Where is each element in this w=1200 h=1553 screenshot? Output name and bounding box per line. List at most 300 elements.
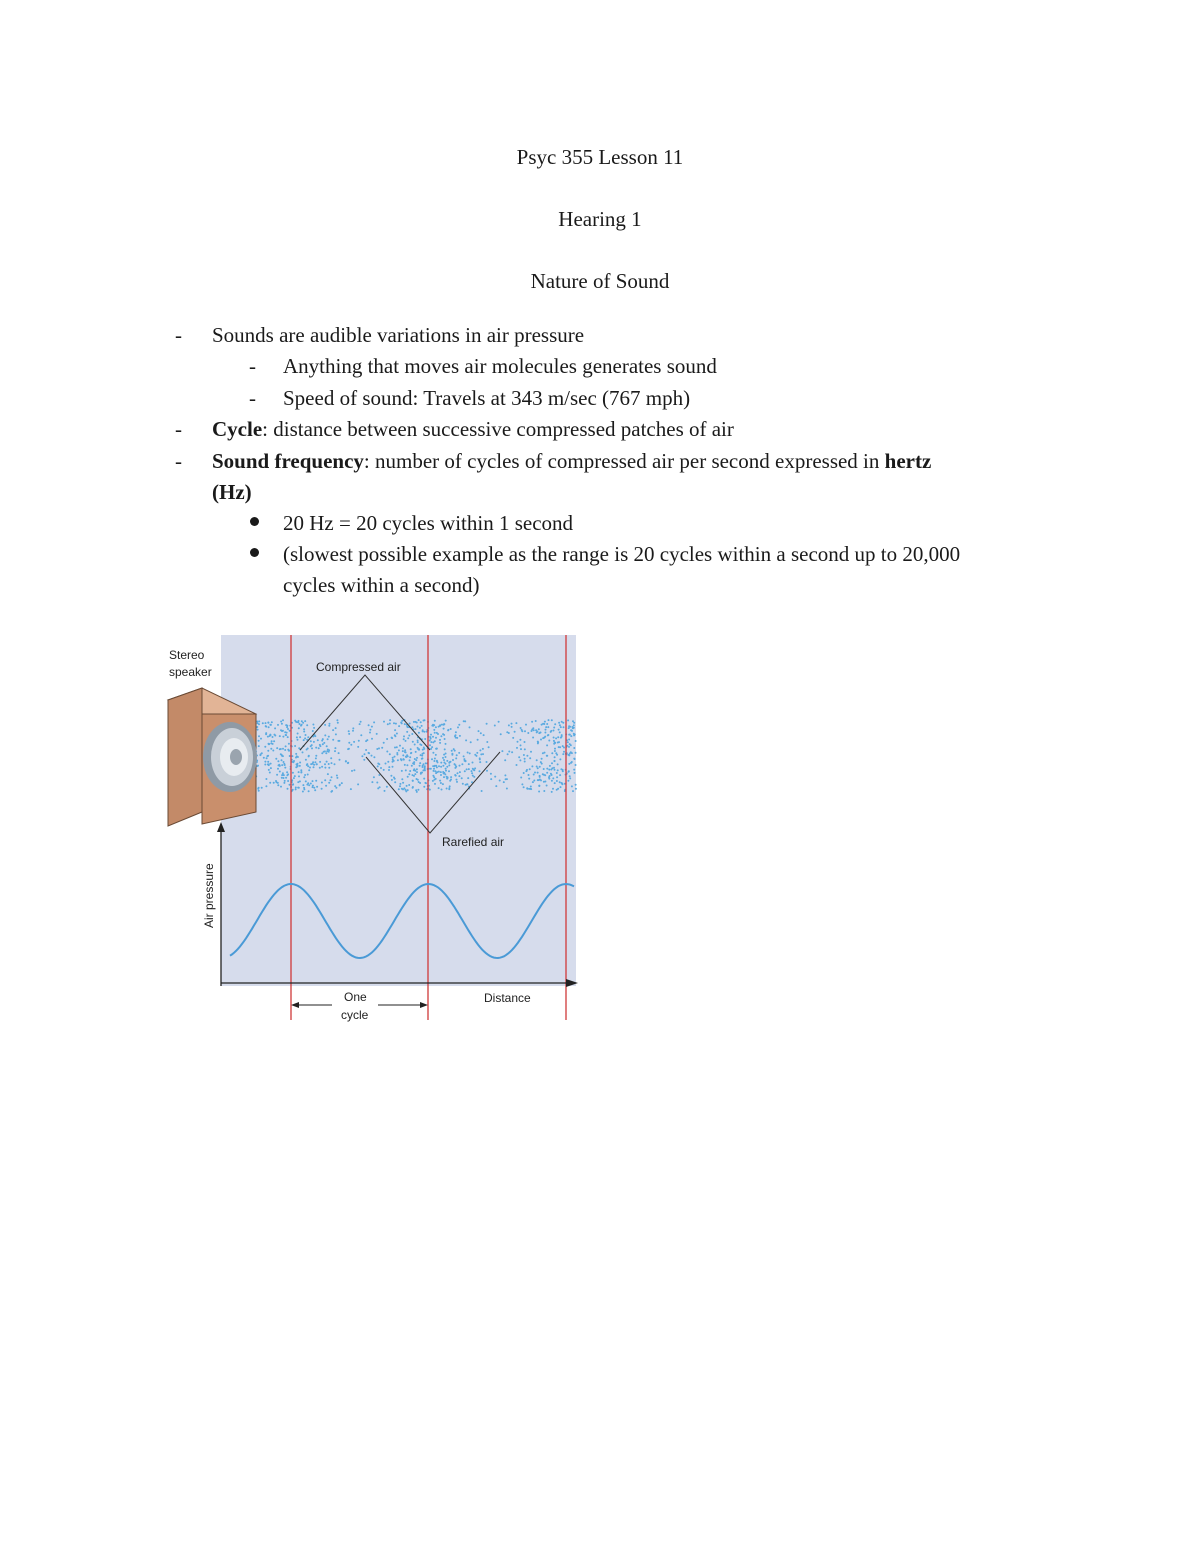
air-particle: [300, 771, 302, 773]
air-particle: [465, 739, 467, 741]
air-particle: [434, 720, 436, 722]
air-particle: [285, 777, 287, 779]
air-particle: [550, 769, 552, 771]
air-particle: [276, 747, 278, 749]
air-particle: [556, 780, 558, 782]
air-particle: [446, 766, 448, 768]
air-particle: [421, 757, 423, 759]
air-particle: [528, 788, 530, 790]
document-title: Psyc 355 Lesson 11: [516, 145, 684, 169]
air-particle: [445, 756, 447, 758]
air-particle: [297, 765, 299, 767]
air-particle: [307, 748, 309, 750]
air-particle: [395, 723, 397, 725]
air-particle: [465, 760, 467, 762]
air-particle: [554, 748, 556, 750]
air-particle: [433, 768, 435, 770]
air-particle: [419, 765, 421, 767]
air-particle: [406, 726, 408, 728]
air-particle: [552, 777, 554, 779]
air-particle: [450, 728, 452, 730]
air-particle: [570, 735, 572, 737]
air-particle: [440, 735, 442, 737]
air-particle: [415, 789, 417, 791]
air-particle: [352, 730, 354, 732]
air-particle: [429, 740, 431, 742]
air-particle: [438, 765, 440, 767]
air-particle: [307, 774, 309, 776]
air-particle: [542, 737, 544, 739]
air-particle: [540, 779, 542, 781]
air-particle: [416, 768, 418, 770]
air-particle: [299, 723, 301, 725]
air-particle: [294, 775, 296, 777]
air-particle: [387, 723, 389, 725]
air-particle: [289, 784, 291, 786]
air-particle: [432, 775, 434, 777]
air-particle: [357, 746, 359, 748]
air-particle: [569, 726, 571, 728]
air-particle: [385, 763, 387, 765]
air-particle: [365, 749, 367, 751]
air-particle: [573, 724, 575, 726]
air-particle: [281, 759, 283, 761]
air-particle: [421, 725, 423, 727]
one-cycle-left-arrowhead-icon: [291, 1002, 299, 1008]
air-particle: [286, 774, 288, 776]
air-particle: [393, 722, 395, 724]
air-particle: [554, 769, 556, 771]
air-particle: [299, 780, 301, 782]
air-particle: [335, 727, 337, 729]
air-particle: [541, 758, 543, 760]
air-particle: [557, 742, 559, 744]
air-particle: [265, 726, 267, 728]
air-particle: [541, 763, 543, 765]
air-particle: [288, 743, 290, 745]
air-particle: [257, 729, 259, 731]
air-particle: [445, 763, 447, 765]
air-particle: [324, 767, 326, 769]
air-particle: [282, 736, 284, 738]
air-particle: [403, 759, 405, 761]
air-particle: [324, 734, 326, 736]
air-particle: [283, 777, 285, 779]
one-cycle-label: One: [344, 990, 367, 1004]
air-particle: [442, 757, 444, 759]
air-particle: [459, 735, 461, 737]
air-particle: [451, 750, 453, 752]
air-particle: [280, 721, 282, 723]
air-particle: [515, 722, 517, 724]
list-dash: -: [249, 354, 256, 378]
air-particle: [573, 758, 575, 760]
air-particle: [546, 768, 548, 770]
air-particle: [543, 768, 545, 770]
air-particle: [391, 779, 393, 781]
air-particle: [416, 757, 418, 759]
air-particle: [555, 752, 557, 754]
air-particle: [312, 780, 314, 782]
air-particle: [274, 727, 276, 729]
air-particle: [553, 743, 555, 745]
air-particle: [338, 752, 340, 754]
air-particle: [430, 741, 432, 743]
air-particle: [521, 729, 523, 731]
air-particle: [520, 727, 522, 729]
air-particle: [435, 772, 437, 774]
air-particle: [313, 764, 315, 766]
air-particle: [468, 763, 470, 765]
air-particle: [554, 782, 556, 784]
air-particle: [544, 781, 546, 783]
air-particle: [336, 775, 338, 777]
air-particle: [425, 762, 427, 764]
air-particle: [411, 765, 413, 767]
air-particle: [295, 766, 297, 768]
air-particle: [350, 744, 352, 746]
air-particle: [376, 782, 378, 784]
list-dash: -: [175, 449, 182, 473]
air-particle: [416, 791, 418, 793]
air-particle: [443, 759, 445, 761]
y-axis-label: Air pressure: [202, 863, 216, 928]
air-particle: [404, 749, 406, 751]
air-particle: [317, 739, 319, 741]
air-particle: [439, 742, 441, 744]
air-particle: [523, 786, 525, 788]
air-particle: [533, 729, 535, 731]
bullet-icon: [250, 548, 259, 557]
air-particle: [402, 782, 404, 784]
air-particle: [458, 752, 460, 754]
air-particle: [559, 781, 561, 783]
one-cycle-label: cycle: [341, 1008, 369, 1022]
air-particle: [403, 738, 405, 740]
air-particle: [328, 736, 330, 738]
air-particle: [297, 733, 299, 735]
air-particle: [479, 757, 481, 759]
air-particle: [394, 756, 396, 758]
air-particle: [456, 737, 458, 739]
air-particle: [400, 722, 402, 724]
air-particle: [332, 729, 334, 731]
air-particle: [285, 734, 287, 736]
air-particle: [561, 783, 563, 785]
air-particle: [268, 763, 270, 765]
air-particle: [548, 769, 550, 771]
air-particle: [562, 722, 564, 724]
air-particle: [307, 765, 309, 767]
air-particle: [417, 726, 419, 728]
air-particle: [405, 740, 407, 742]
air-particle: [551, 762, 553, 764]
air-particle: [439, 724, 441, 726]
air-particle: [295, 753, 297, 755]
air-particle: [557, 763, 559, 765]
air-particle: [258, 787, 260, 789]
air-particle: [445, 743, 447, 745]
air-particle: [259, 754, 261, 756]
air-particle: [424, 765, 426, 767]
air-particle: [334, 747, 336, 749]
air-particle: [335, 733, 337, 735]
air-particle: [536, 731, 538, 733]
air-particle: [401, 770, 403, 772]
air-particle: [571, 726, 573, 728]
air-particle: [412, 774, 414, 776]
air-particle: [371, 738, 373, 740]
air-particle: [373, 776, 375, 778]
air-particle: [438, 771, 440, 773]
air-particle: [405, 751, 407, 753]
air-particle: [546, 785, 548, 787]
air-particle: [321, 766, 323, 768]
air-particle: [328, 782, 330, 784]
air-particle: [446, 760, 448, 762]
air-particle: [292, 761, 294, 763]
air-particle: [434, 770, 436, 772]
air-particle: [295, 787, 297, 789]
air-particle: [430, 748, 432, 750]
air-particle: [358, 740, 360, 742]
air-particle: [410, 748, 412, 750]
air-particle: [463, 758, 465, 760]
air-particle: [526, 755, 528, 757]
air-particle: [435, 737, 437, 739]
air-particle: [562, 753, 564, 755]
air-particle: [481, 790, 483, 792]
air-particle: [331, 762, 333, 764]
air-particle: [260, 738, 262, 740]
air-particle: [572, 720, 574, 722]
air-particle: [277, 760, 279, 762]
air-particle: [556, 772, 558, 774]
air-particle: [538, 791, 540, 793]
air-particle: [553, 730, 555, 732]
air-particle: [420, 721, 422, 723]
air-particle: [313, 741, 315, 743]
air-particle: [321, 782, 323, 784]
air-particle: [420, 772, 422, 774]
air-particle: [430, 768, 432, 770]
air-particle: [416, 771, 418, 773]
air-particle: [413, 763, 415, 765]
air-particle: [415, 759, 417, 761]
air-particle: [280, 729, 282, 731]
air-particle: [559, 724, 561, 726]
air-particle: [558, 729, 560, 731]
air-particle: [268, 743, 270, 745]
air-particle: [270, 763, 272, 765]
air-particle: [532, 781, 534, 783]
air-particle: [359, 723, 361, 725]
air-particle: [575, 752, 577, 754]
air-particle: [325, 752, 327, 754]
air-particle: [448, 770, 450, 772]
air-particle: [270, 767, 272, 769]
air-particle: [282, 730, 284, 732]
air-particle: [348, 742, 350, 744]
air-particle: [272, 750, 274, 752]
air-particle: [302, 751, 304, 753]
document-topic: Hearing 1: [558, 207, 642, 231]
definition-sound-frequency: : number of cycles of compressed air per second expressed in: [363, 449, 885, 473]
air-particle: [373, 721, 375, 723]
air-particle: [547, 726, 549, 728]
air-particle: [316, 763, 318, 765]
air-particle: [445, 770, 447, 772]
air-particle: [331, 790, 333, 792]
air-particle: [432, 736, 434, 738]
air-particle: [303, 776, 305, 778]
air-particle: [548, 719, 550, 721]
air-particle: [277, 784, 279, 786]
air-particle: [574, 772, 576, 774]
air-particle: [303, 788, 305, 790]
air-particle: [396, 733, 398, 735]
air-particle: [268, 726, 270, 728]
air-particle: [409, 756, 411, 758]
air-particle: [322, 743, 324, 745]
air-particle: [292, 783, 294, 785]
air-particle: [267, 736, 269, 738]
air-particle: [352, 727, 354, 729]
air-particle: [531, 721, 533, 723]
air-particle: [307, 736, 309, 738]
air-particle: [432, 741, 434, 743]
air-particle: [412, 780, 414, 782]
air-particle: [269, 735, 271, 737]
air-particle: [263, 757, 265, 759]
air-particle: [436, 766, 438, 768]
air-particle: [418, 748, 420, 750]
air-particle: [361, 755, 363, 757]
air-particle: [474, 754, 476, 756]
air-particle: [350, 788, 352, 790]
air-particle: [571, 761, 573, 763]
air-particle: [392, 761, 394, 763]
air-particle: [546, 723, 548, 725]
air-particle: [451, 753, 453, 755]
air-particle: [322, 738, 324, 740]
air-particle: [440, 762, 442, 764]
air-particle: [444, 773, 446, 775]
air-particle: [313, 766, 315, 768]
air-particle: [575, 788, 577, 790]
air-particle: [508, 732, 510, 734]
air-particle: [439, 739, 441, 741]
air-particle: [386, 786, 388, 788]
air-particle: [270, 724, 272, 726]
air-particle: [537, 741, 539, 743]
air-particle: [469, 752, 471, 754]
air-particle: [281, 723, 283, 725]
air-particle: [542, 773, 544, 775]
air-particle: [298, 787, 300, 789]
air-particle: [419, 782, 421, 784]
air-particle: [568, 763, 570, 765]
air-particle: [296, 736, 298, 738]
air-particle: [480, 732, 482, 734]
air-particle: [303, 739, 305, 741]
air-particle: [423, 731, 425, 733]
air-particle: [295, 788, 297, 790]
air-particle: [286, 771, 288, 773]
list-item: (slowest possible example as the range is 20 cycles within a second up to 20,000: [283, 542, 961, 566]
air-particle: [458, 724, 460, 726]
air-particle: [264, 746, 266, 748]
air-particle: [271, 740, 273, 742]
air-particle: [405, 756, 407, 758]
air-particle: [335, 787, 337, 789]
air-particle: [555, 737, 557, 739]
air-particle: [274, 735, 276, 737]
air-particle: [545, 729, 547, 731]
air-particle: [544, 774, 546, 776]
air-particle: [422, 766, 424, 768]
air-particle: [546, 744, 548, 746]
air-particle: [479, 749, 481, 751]
section-heading: Nature of Sound: [530, 269, 670, 293]
air-particle: [383, 721, 385, 723]
air-particle: [443, 728, 445, 730]
air-particle: [312, 724, 314, 726]
air-particle: [563, 751, 565, 753]
air-particle: [336, 719, 338, 721]
air-particle: [284, 764, 286, 766]
air-particle: [437, 733, 439, 735]
air-particle: [413, 769, 415, 771]
air-particle: [377, 765, 379, 767]
air-particle: [299, 765, 301, 767]
air-particle: [328, 767, 330, 769]
air-particle: [294, 745, 296, 747]
air-particle: [571, 785, 573, 787]
air-particle: [305, 734, 307, 736]
air-particle: [467, 752, 469, 754]
air-particle: [508, 751, 510, 753]
air-particle: [331, 776, 333, 778]
air-particle: [506, 788, 508, 790]
air-particle: [390, 775, 392, 777]
air-particle: [284, 767, 286, 769]
air-particle: [537, 767, 539, 769]
air-particle: [407, 789, 409, 791]
air-particle: [265, 778, 267, 780]
air-particle: [511, 723, 513, 725]
air-particle: [443, 776, 445, 778]
air-particle: [470, 741, 472, 743]
air-particle: [307, 782, 309, 784]
air-particle: [573, 769, 575, 771]
air-particle: [432, 765, 434, 767]
air-particle: [422, 730, 424, 732]
air-particle: [397, 759, 399, 761]
air-particle: [401, 788, 403, 790]
air-particle: [277, 724, 279, 726]
air-particle: [324, 779, 326, 781]
air-particle: [418, 719, 420, 721]
air-particle: [560, 786, 562, 788]
air-particle: [529, 757, 531, 759]
air-particle: [520, 744, 522, 746]
air-particle: [281, 764, 283, 766]
air-particle: [305, 780, 307, 782]
air-particle: [468, 768, 470, 770]
air-particle: [334, 763, 336, 765]
air-particle: [524, 748, 526, 750]
